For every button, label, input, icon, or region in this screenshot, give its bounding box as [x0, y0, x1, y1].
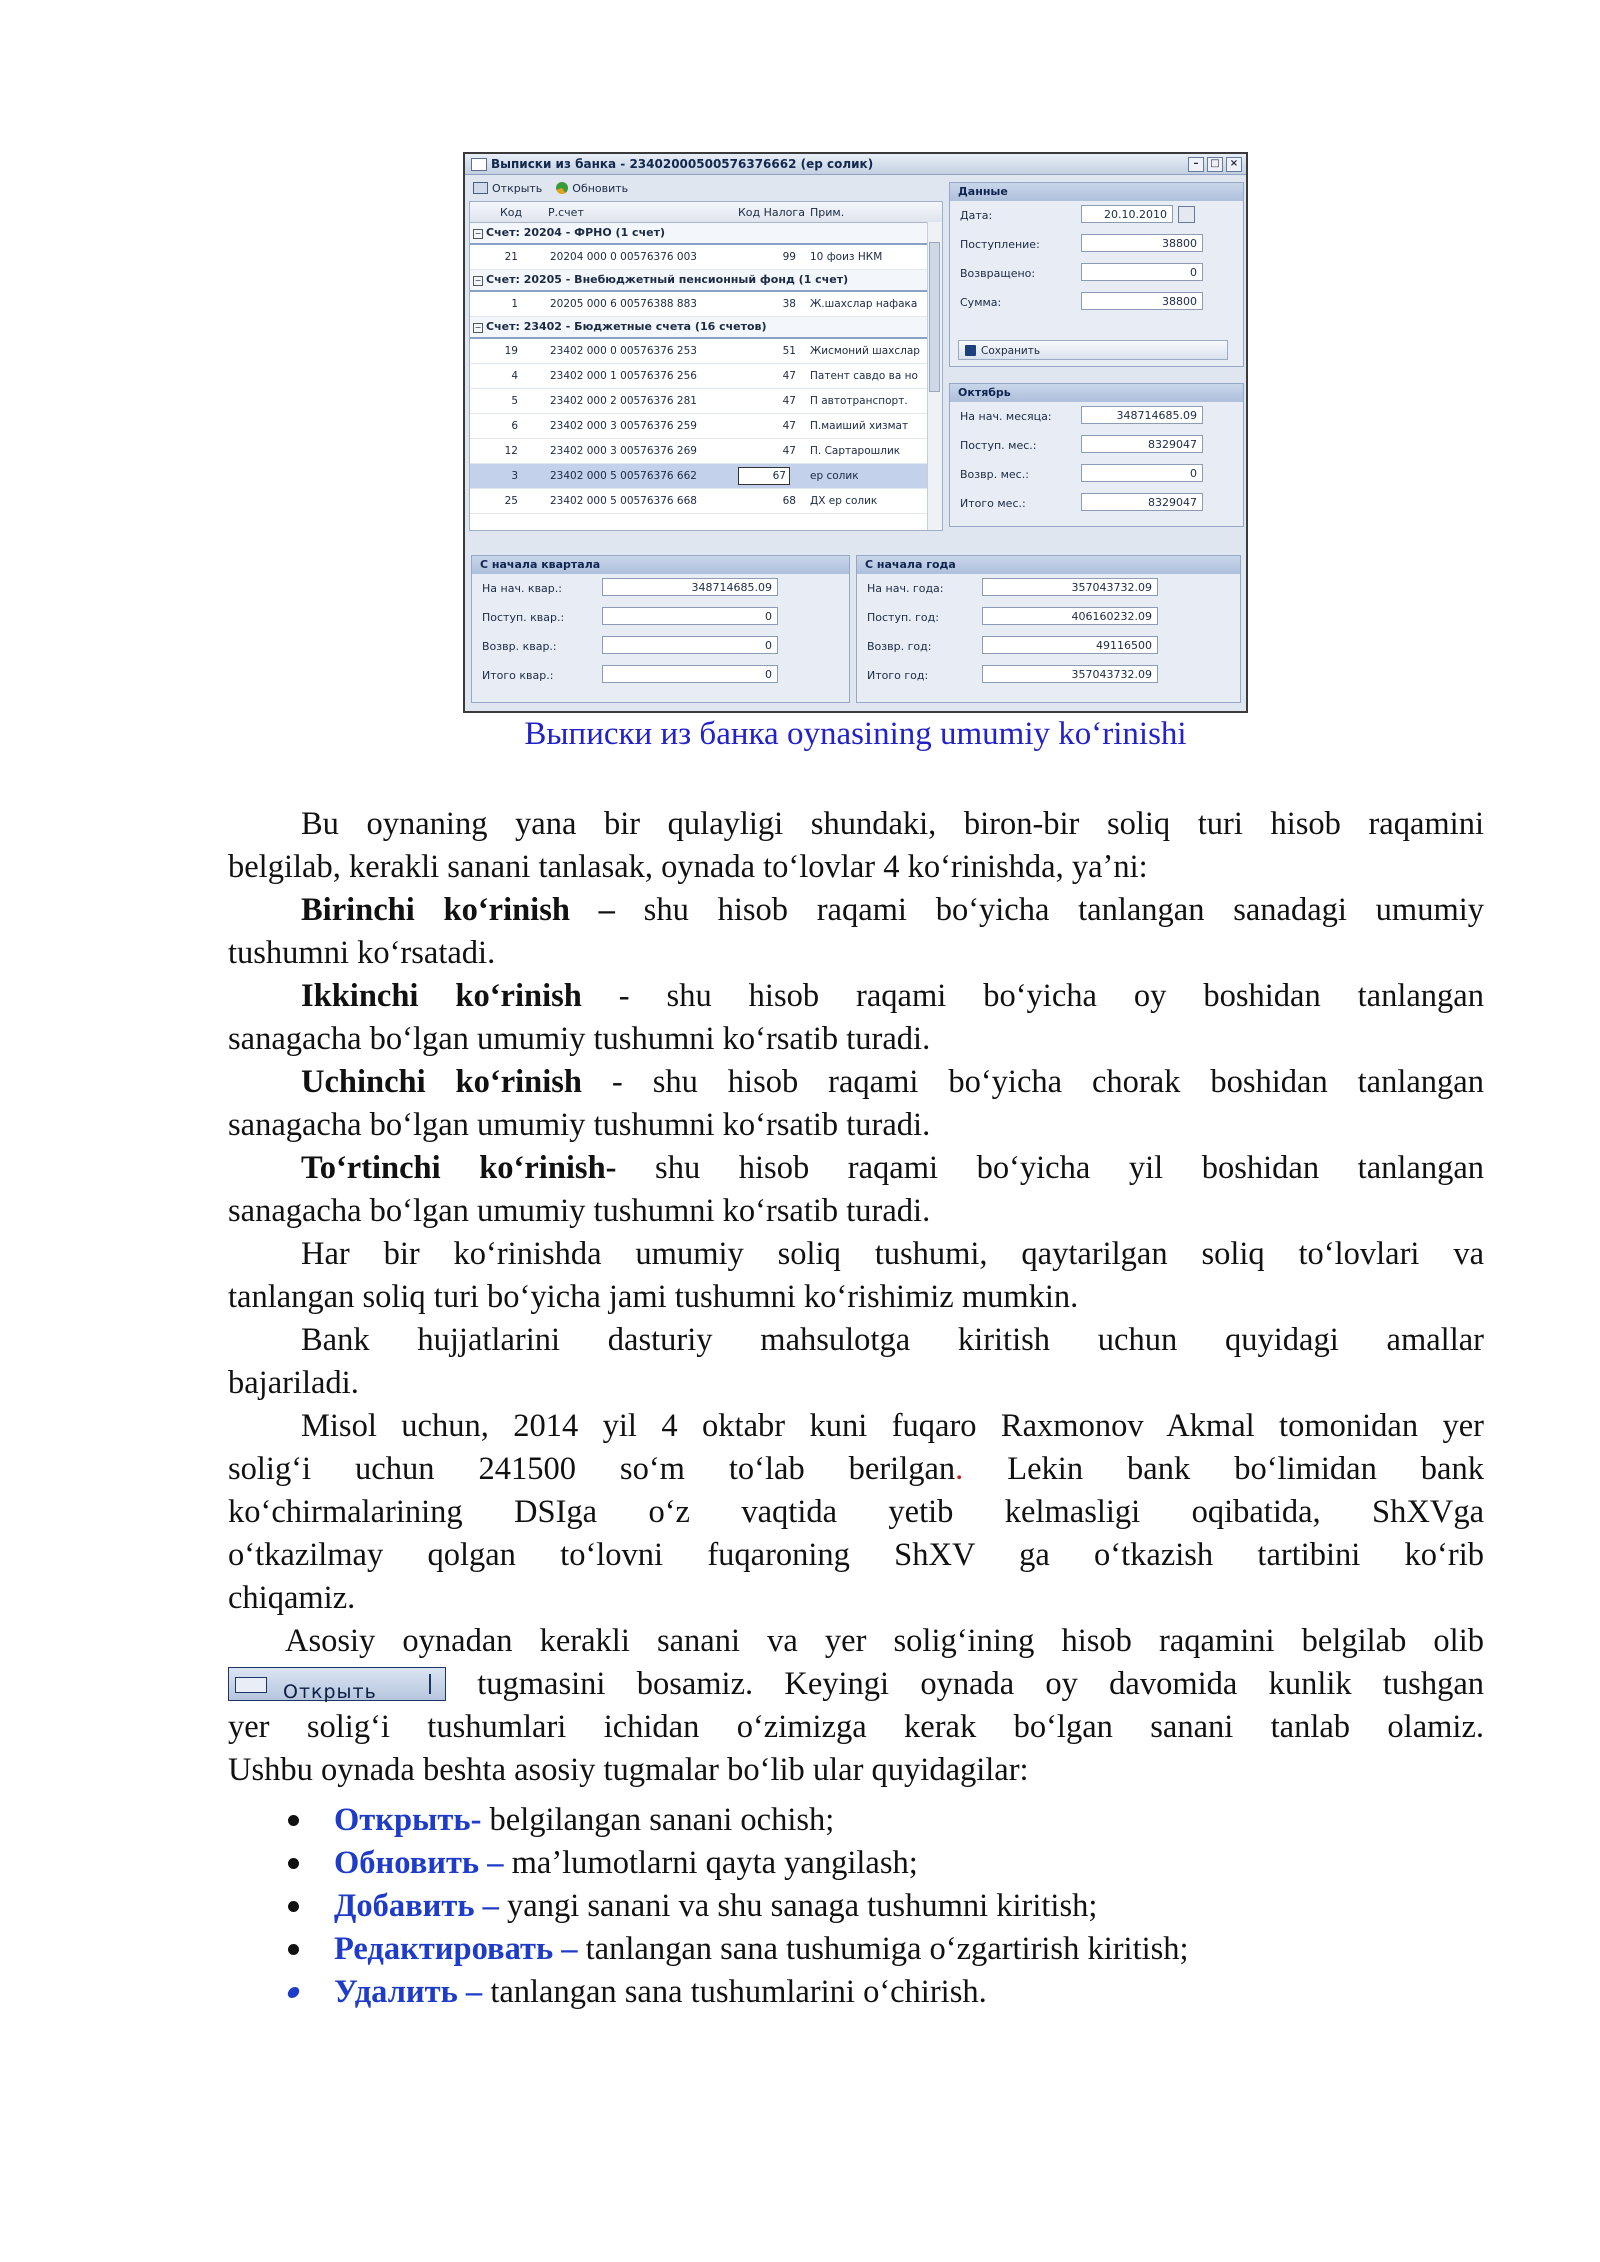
field-row	[950, 460, 1243, 489]
table-row[interactable]	[470, 339, 942, 364]
text-line: Asosiy oynadan kerakli sanani va yer soligʻining hisob raqamini belgilab olib	[285, 1623, 1484, 1659]
cell-account: 23402 000 5 00576376 662	[550, 470, 697, 482]
table-row[interactable]	[470, 414, 942, 439]
field-value[interactable]: 406160232.09	[982, 607, 1158, 625]
field-label: Поступление:	[960, 238, 1040, 251]
table-row[interactable]	[470, 489, 942, 514]
field-row	[472, 661, 849, 690]
text-line: oʻtkazilmay qolgan toʻlovni fuqaroning ShXV ga oʻtkazish tartibini koʻrib	[228, 1537, 1484, 1573]
list-term: Открыть-	[334, 1802, 482, 1838]
field-value[interactable]: 20.10.2010	[1081, 205, 1173, 223]
month-panel	[949, 383, 1244, 527]
cell-code: 19	[504, 345, 518, 357]
grid-group-header[interactable]	[470, 270, 942, 292]
list-item	[228, 1799, 1528, 1842]
col-code[interactable]: Код	[500, 206, 523, 219]
cell-code: 5	[511, 395, 518, 407]
text-line	[228, 1061, 1484, 1104]
cell-note: ер солик	[810, 470, 859, 482]
field-row	[950, 230, 1243, 259]
year-panel-title: С начала года	[857, 556, 1240, 574]
window-icon	[471, 158, 487, 171]
cell-account: 23402 000 0 00576376 253	[550, 345, 697, 357]
text-line: tanlangan soliq turi boʻyicha jami tushumni koʻrishimiz mumkin.	[228, 1279, 1079, 1315]
cell-tax-code: 47	[782, 420, 796, 432]
list-desc: belgilangan sanani ochish;	[481, 1802, 835, 1838]
close-icon[interactable]: ×	[1226, 157, 1242, 172]
text-line: sanagacha boʻlgan umumiy tushumni koʻrsatib turadi.	[228, 1107, 931, 1143]
text-line: Bank hujjatlarini dasturiy mahsulotga kiritish uchun quyidagi amallar	[301, 1322, 1484, 1358]
field-value[interactable]: 0	[602, 665, 778, 683]
cell-tax-code: 99	[782, 251, 796, 263]
table-row[interactable]	[470, 245, 942, 270]
text-fragment: - shu hisob raqami boʻyicha oy boshidan tanlangan	[581, 978, 1484, 1014]
field-label: Итого год:	[867, 669, 929, 682]
field-value[interactable]: 0	[602, 607, 778, 625]
grid-body	[470, 223, 942, 514]
field-label: Дата:	[960, 209, 993, 222]
cell-account: 20205 000 6 00576388 883	[550, 298, 697, 310]
open-button-label: Открыть	[283, 1680, 377, 1703]
collapse-icon[interactable]: −	[474, 323, 482, 332]
field-value[interactable]: 0	[1081, 263, 1203, 281]
bullet-dot	[288, 1901, 299, 1912]
cell-tax-code: 68	[782, 495, 796, 507]
text-line: tushumni koʻrsatadi.	[228, 935, 496, 971]
field-row	[950, 489, 1243, 518]
buttons-list	[228, 1799, 1528, 2014]
field-value[interactable]: 357043732.09	[982, 665, 1158, 683]
cell-code: 3	[511, 470, 518, 482]
field-label: Сумма:	[960, 296, 1002, 309]
year-panel	[856, 555, 1241, 703]
table-row[interactable]	[470, 389, 942, 414]
text-line: yer soligʻi tushumlari ichidan oʻzimizga kerak boʻlgan sanani tanlab olamiz.	[228, 1709, 1484, 1745]
open-button-image	[228, 1667, 446, 1701]
cell-account: 23402 000 3 00576376 259	[550, 420, 697, 432]
cell-code: 1	[511, 298, 518, 310]
cell-note: Ж.шахслар нафака	[810, 298, 918, 310]
cell-tax-code: 47	[782, 395, 796, 407]
cell-account: 23402 000 1 00576376 256	[550, 370, 697, 382]
bank-statements-window-screenshot	[463, 152, 1248, 713]
cell-tax-code: 47	[782, 370, 796, 382]
collapse-icon[interactable]: −	[474, 229, 482, 238]
cell-tax-code: 38	[782, 298, 796, 310]
field-row	[950, 259, 1243, 288]
col-tax-code[interactable]: Код Налога	[738, 206, 805, 219]
paragraph-intro	[228, 803, 1484, 889]
window-title: Выписки из банка - 23402000500576376662 (ер солик)	[491, 157, 874, 171]
text-line: Misol uchun, 2014 yil 4 oktabr kuni fuqaro Raxmonov Akmal tomonidan yer	[301, 1408, 1484, 1444]
data-panel	[949, 182, 1244, 367]
table-row[interactable]	[470, 464, 942, 489]
text-line: Bu oynaning yana bir qulayligi shundaki, biron-bir soliq turi hisob raqamini	[301, 806, 1484, 842]
text-line	[228, 975, 1484, 1018]
field-row	[857, 632, 1240, 661]
field-row	[950, 402, 1243, 431]
maximize-icon[interactable]: □	[1207, 157, 1223, 172]
toolbar	[469, 177, 943, 199]
field-label: Поступ. квар.:	[482, 611, 565, 624]
field-row	[472, 632, 849, 661]
cell-note: Патент савдо ва но	[810, 370, 918, 382]
paragraph-bank-docs	[228, 1319, 1484, 1405]
save-disk-icon	[965, 345, 976, 356]
data-panel-title: Данные	[950, 183, 1243, 201]
grid-header	[470, 202, 942, 223]
field-row	[472, 574, 849, 603]
month-panel-title: Октябрь	[950, 384, 1243, 402]
text-line: Har bir koʻrinishda umumiy soliq tushumi, qaytarilgan soliq toʻlovlari va	[301, 1236, 1484, 1272]
bullet-dot	[288, 1858, 299, 1869]
save-button[interactable]	[958, 340, 1228, 360]
list-desc: yangi sanani va shu sanaga tushumni kiritish;	[498, 1888, 1098, 1924]
list-item	[228, 1842, 1528, 1885]
text-line: belgilab, kerakli sanani tanlasak, oynada toʻlovlar 4 koʻrinishda, yaʼni:	[228, 849, 1148, 885]
table-row[interactable]	[470, 364, 942, 389]
grid-group-header[interactable]	[470, 317, 942, 339]
cell-account: 23402 000 2 00576376 281	[550, 395, 697, 407]
cell-note: П. Сартарошлик	[810, 445, 901, 457]
field-row	[950, 201, 1243, 230]
field-label: Возвр. год:	[867, 640, 932, 653]
field-value[interactable]: 38800	[1081, 234, 1203, 252]
cell-note: 10 фоиз НКМ	[810, 251, 883, 263]
text-line: sanagacha boʻlgan umumiy tushumni koʻrsatib turadi.	[228, 1021, 931, 1057]
field-value[interactable]: 8329047	[1081, 493, 1203, 511]
open-button[interactable]	[473, 182, 542, 195]
text-line	[228, 1448, 1484, 1491]
cell-code: 4	[511, 370, 518, 382]
field-value[interactable]: 348714685.09	[602, 578, 778, 596]
open-label: Открыть	[492, 181, 543, 195]
bullet-dot	[288, 1815, 299, 1826]
list-term: Удалить –	[334, 1974, 483, 2010]
list-item	[228, 1971, 1528, 2014]
term-bold: Toʻrtinchi koʻrinish-	[301, 1150, 617, 1186]
list-term: Обновить –	[334, 1845, 504, 1881]
field-row	[950, 288, 1243, 317]
window-titlebar	[465, 154, 1246, 175]
month-panel-rows	[950, 402, 1243, 518]
field-value[interactable]: 38800	[1081, 292, 1203, 310]
list-desc: tanlangan sana tushumlarini oʻchirish.	[482, 1974, 987, 2010]
cell-code: 25	[504, 495, 518, 507]
scroll-thumb[interactable]	[929, 242, 940, 392]
field-label: Возвр. квар.:	[482, 640, 557, 653]
text-line	[228, 889, 1484, 932]
accounts-grid	[469, 201, 943, 531]
cell-tax-code: 67	[738, 467, 790, 485]
calendar-icon[interactable]	[1178, 206, 1195, 223]
field-row	[857, 661, 1240, 690]
field-label: Поступ. год:	[867, 611, 939, 624]
field-value[interactable]: 357043732.09	[982, 578, 1158, 596]
col-note[interactable]: Прим.	[810, 206, 845, 219]
text-line	[228, 1147, 1484, 1190]
list-item	[228, 1885, 1528, 1928]
cell-note: П автотранспорт.	[810, 395, 908, 407]
paragraph-fourth-view	[228, 1147, 1484, 1233]
field-value[interactable]: 8329047	[1081, 435, 1203, 453]
text-line: bajariladi.	[228, 1365, 359, 1401]
cell-note: П.маиший хизмат	[810, 420, 909, 432]
refresh-button[interactable]	[556, 182, 628, 195]
field-label: Итого мес.:	[960, 497, 1026, 510]
cell-note: Жисмоний шахслар	[810, 345, 920, 357]
field-row	[950, 431, 1243, 460]
quarter-panel-rows	[472, 574, 849, 690]
paragraph-main-window	[228, 1620, 1484, 1792]
paragraph-example	[228, 1405, 1484, 1620]
grid-scrollbar[interactable]	[927, 222, 942, 530]
cell-account: 23402 000 3 00576376 269	[550, 445, 697, 457]
paragraph-second-view	[228, 975, 1484, 1061]
text-line: sanagacha boʻlgan umumiy tushumni koʻrsatib turadi.	[228, 1193, 931, 1229]
open-icon	[473, 182, 488, 194]
field-row	[857, 574, 1240, 603]
field-label: На нач. месяца:	[960, 410, 1052, 423]
figure-caption: Выписки из банка oynasining umumiy koʻrinishi	[524, 716, 1187, 752]
field-value[interactable]: 348714685.09	[1081, 406, 1203, 424]
list-desc: maʼlumotlarni qayta yangilash;	[503, 1845, 918, 1881]
bullet-dot	[287, 1987, 301, 1998]
button-divider	[429, 1674, 431, 1694]
field-label: Поступ. мес.:	[960, 439, 1037, 452]
paragraph-third-view	[228, 1061, 1484, 1147]
text-line: chiqamiz.	[228, 1580, 356, 1616]
table-row[interactable]	[470, 292, 942, 317]
group-title: Счет: 23402 - Бюджетные счета (16 счетов)	[486, 320, 767, 333]
term-bold: Ikkinchi koʻrinish	[301, 978, 582, 1014]
cell-account: 23402 000 5 00576376 668	[550, 495, 697, 507]
term-bold: Uchinchi koʻrinish	[301, 1064, 582, 1100]
collapse-icon[interactable]: −	[474, 276, 482, 285]
cell-tax-code: 51	[782, 345, 796, 357]
data-panel-rows	[950, 201, 1243, 317]
quarter-panel-title: С начала квартала	[472, 556, 849, 574]
text-fragment: shu hisob raqami boʻyicha tanlangan sanadagi umumiy	[614, 892, 1484, 928]
text-line: Ushbu oynada beshta asosiy tugmalar boʻlib ular quyidagilar:	[228, 1752, 1029, 1788]
refresh-icon	[556, 182, 568, 194]
field-label: Итого квар.:	[482, 669, 554, 682]
bullet-dot	[288, 1944, 299, 1955]
cell-code: 6	[511, 420, 518, 432]
save-label: Сохранить	[981, 345, 1041, 357]
cell-code: 12	[504, 445, 518, 457]
text-fragment: soligʻi uchun 241500 soʻm toʻlab berilgan	[228, 1451, 956, 1487]
text-fragment: Lekin bank boʻlimidan bank	[963, 1451, 1484, 1487]
quarter-panel	[471, 555, 850, 703]
text-fragment: tugmasini bosamiz. Keyingi oynada oy davomida kunlik tushgan	[446, 1666, 1484, 1702]
list-term: Добавить –	[334, 1888, 499, 1924]
cell-account: 20204 000 0 00576376 003	[550, 251, 697, 263]
field-row	[472, 603, 849, 632]
open-icon	[235, 1677, 267, 1693]
field-value[interactable]: 0	[1081, 464, 1203, 482]
group-title: Счет: 20205 - Внебюджетный пенсионный фонд (1 счет)	[486, 273, 849, 286]
refresh-label: Обновить	[572, 181, 629, 195]
text-line: koʻchirmalarining DSIga oʻz vaqtida yetib kelmasligi oqibatida, ShXVga	[228, 1494, 1484, 1530]
field-label: На нач. года:	[867, 582, 944, 595]
term-bold: Birinchi koʻrinish –	[301, 892, 615, 928]
group-title: Счет: 20204 - ФРНО (1 счет)	[486, 226, 665, 239]
text-fragment: - shu hisob raqami boʻyicha chorak boshidan tanlangan	[581, 1064, 1484, 1100]
cell-tax-code: 47	[782, 445, 796, 457]
list-term: Редактировать –	[334, 1931, 578, 1967]
minimize-icon[interactable]: –	[1188, 157, 1204, 172]
text-line	[228, 1663, 1484, 1706]
field-value[interactable]: 49116500	[982, 636, 1158, 654]
grid-group-header[interactable]	[470, 223, 942, 245]
paragraph-first-view	[228, 889, 1484, 975]
cell-note: ДХ ер солик	[810, 495, 878, 507]
field-label: На нач. квар.:	[482, 582, 562, 595]
field-label: Возвр. мес.:	[960, 468, 1029, 481]
cell-code: 21	[504, 251, 518, 263]
table-row[interactable]	[470, 439, 942, 464]
col-account[interactable]: Р.счет	[548, 206, 584, 219]
field-value[interactable]: 0	[602, 636, 778, 654]
list-desc: tanlangan sana tushumiga oʻzgartirish kiritish;	[577, 1931, 1189, 1967]
text-fragment: shu hisob raqami boʻyicha yil boshidan tanlangan	[616, 1150, 1484, 1186]
red-dot: .	[955, 1451, 964, 1487]
field-label: Возвращено:	[960, 267, 1036, 280]
year-panel-rows	[857, 574, 1240, 690]
field-row	[857, 603, 1240, 632]
paragraph-each-view	[228, 1233, 1484, 1319]
list-item	[228, 1928, 1528, 1971]
